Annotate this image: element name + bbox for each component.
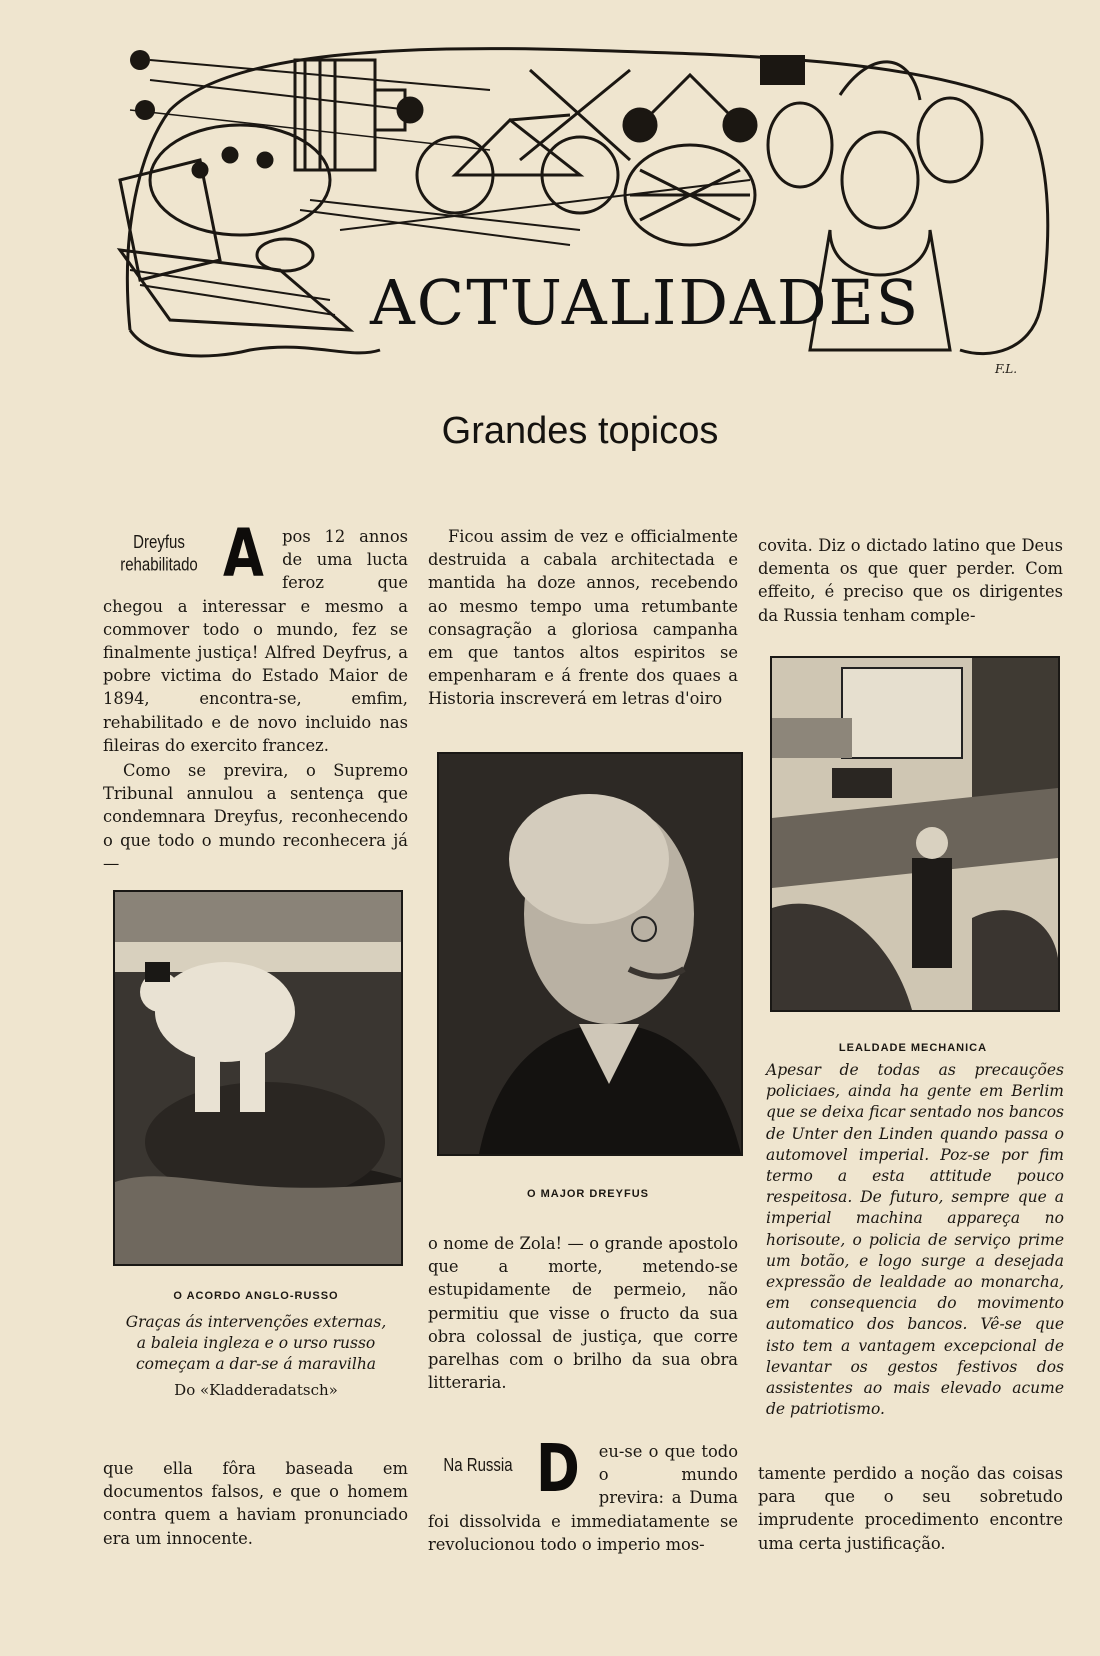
masthead-title: ACTUALIDADES (370, 266, 921, 339)
portrait-drawing (439, 754, 741, 1154)
bear-whale-cartoon (113, 890, 403, 1266)
column-2-bottom (428, 1430, 738, 1558)
dreyfus-portrait (437, 752, 743, 1156)
russia-paragraph-1: eu-se o que todo o mundo previra: a Duma foi dissolvida e immediatamente se revolucionou todo o imperio mos- (428, 1442, 738, 1554)
berlin-drawing (772, 658, 1058, 1010)
column-3-bottom (758, 1462, 1063, 1557)
col2-paragraph-1: Ficou assim de vez e officialmente destruida a cabala architectada e mantida ha doze annos, recebendo ao mesmo tempo uma retumbante consagração a gloriosa campanha em que tantos altos espiritos se empenharam e á frente dos quaes a Historia inscreverá em letras d'oiro (428, 527, 738, 709)
illustrator-signature: F.L. (995, 362, 1018, 376)
berlin-caption: Apesar de todas as precauções policiaes, ainda ha gente em Berlim que se deixa ficar sentado nos bancos de Unter den Linden quando passa o automovel imperial. Poz-se por fim termo a esta attitude pouco respeitosa. De futuro, sempre que a imperial machina appareça no horisoute, o policia de serviço prime um botão, e logo surge a desejada expressão de lealdade ao monarcha, em consequencia do movimento automatico dos bancos. Vê-se que isto tem a vantagem excepcional de levantar os gestos festivos dos assistentes ao mais elevado acume de patriotismo. (766, 1061, 1064, 1419)
col3-paragraph-2: tamente perdido a noção das coisas para que o seu sobretudo imprudente procedimento encontre uma certa justificação. (758, 1464, 1063, 1553)
portrait-caption-title: O MAJOR DREYFUS (527, 1188, 649, 1200)
sidehead-dreyfus: Dreyfus rehabilitado (120, 532, 198, 576)
dreyfus-paragraph-2: Como se previra, o Supremo Tribunal annulou a sentença que condemnara Dreyfus, reconhecendo o que todo o mundo reconhecera já — (103, 761, 408, 873)
berlin-cartoon (770, 656, 1060, 1012)
article-title: Grandes topicos (441, 410, 719, 452)
bear-caption-title: O ACORDO ANGLO-RUSSO (173, 1290, 339, 1302)
dreyfus-paragraph-3: que ella fôra baseada em documentos falsos, e que o homem contra quem a haviam pronunciado era um innocente. (103, 1459, 408, 1548)
col3-paragraph-1: covita. Diz o dictado latino que Deus dementa os que quer perder. Com effeito, é preciso que os dirigentes da Russia tenham comple- (758, 536, 1063, 625)
dropcap-d: D (536, 1430, 580, 1507)
column-3-top (758, 534, 1063, 629)
bear-credit: Do «Kladderadatsch» (174, 1381, 338, 1399)
column-2-middle (428, 1232, 738, 1396)
col2-paragraph-2: o nome de Zola! — o grande apostolo que a morte, metendo-se estupidamente de permeio, não permitiu que visse o fructo da sua obra colossal de justiça, que corre parelhas com o brilho da sua obra litteraria. (428, 1234, 738, 1393)
column-1-top (103, 515, 408, 877)
dreyfus-paragraph-1: pos 12 annos de uma lucta feroz que chegou a interessar e mesmo a commover todo o mundo, fez se finalmente justiça! Alfred Deyfrus, a pobre victima do Estado Maior de 1894, encontra-se, emfim, rehabilitado e de novo incluido nas fileiras do exercito francez. (103, 527, 408, 755)
sidehead-russia: Na Russia (443, 1455, 513, 1476)
column-2-top (428, 525, 738, 713)
bear-caption: Graças ás intervenções externas, a baleia ingleza e o urso russo começam a dar-se á maravilha (125, 1313, 387, 1374)
berlin-caption-title: LEALDADE MECHANICA (838, 1042, 988, 1054)
bear-whale-drawing (115, 892, 401, 1264)
column-1-bottom (103, 1457, 408, 1552)
dropcap-a: A (223, 515, 264, 592)
